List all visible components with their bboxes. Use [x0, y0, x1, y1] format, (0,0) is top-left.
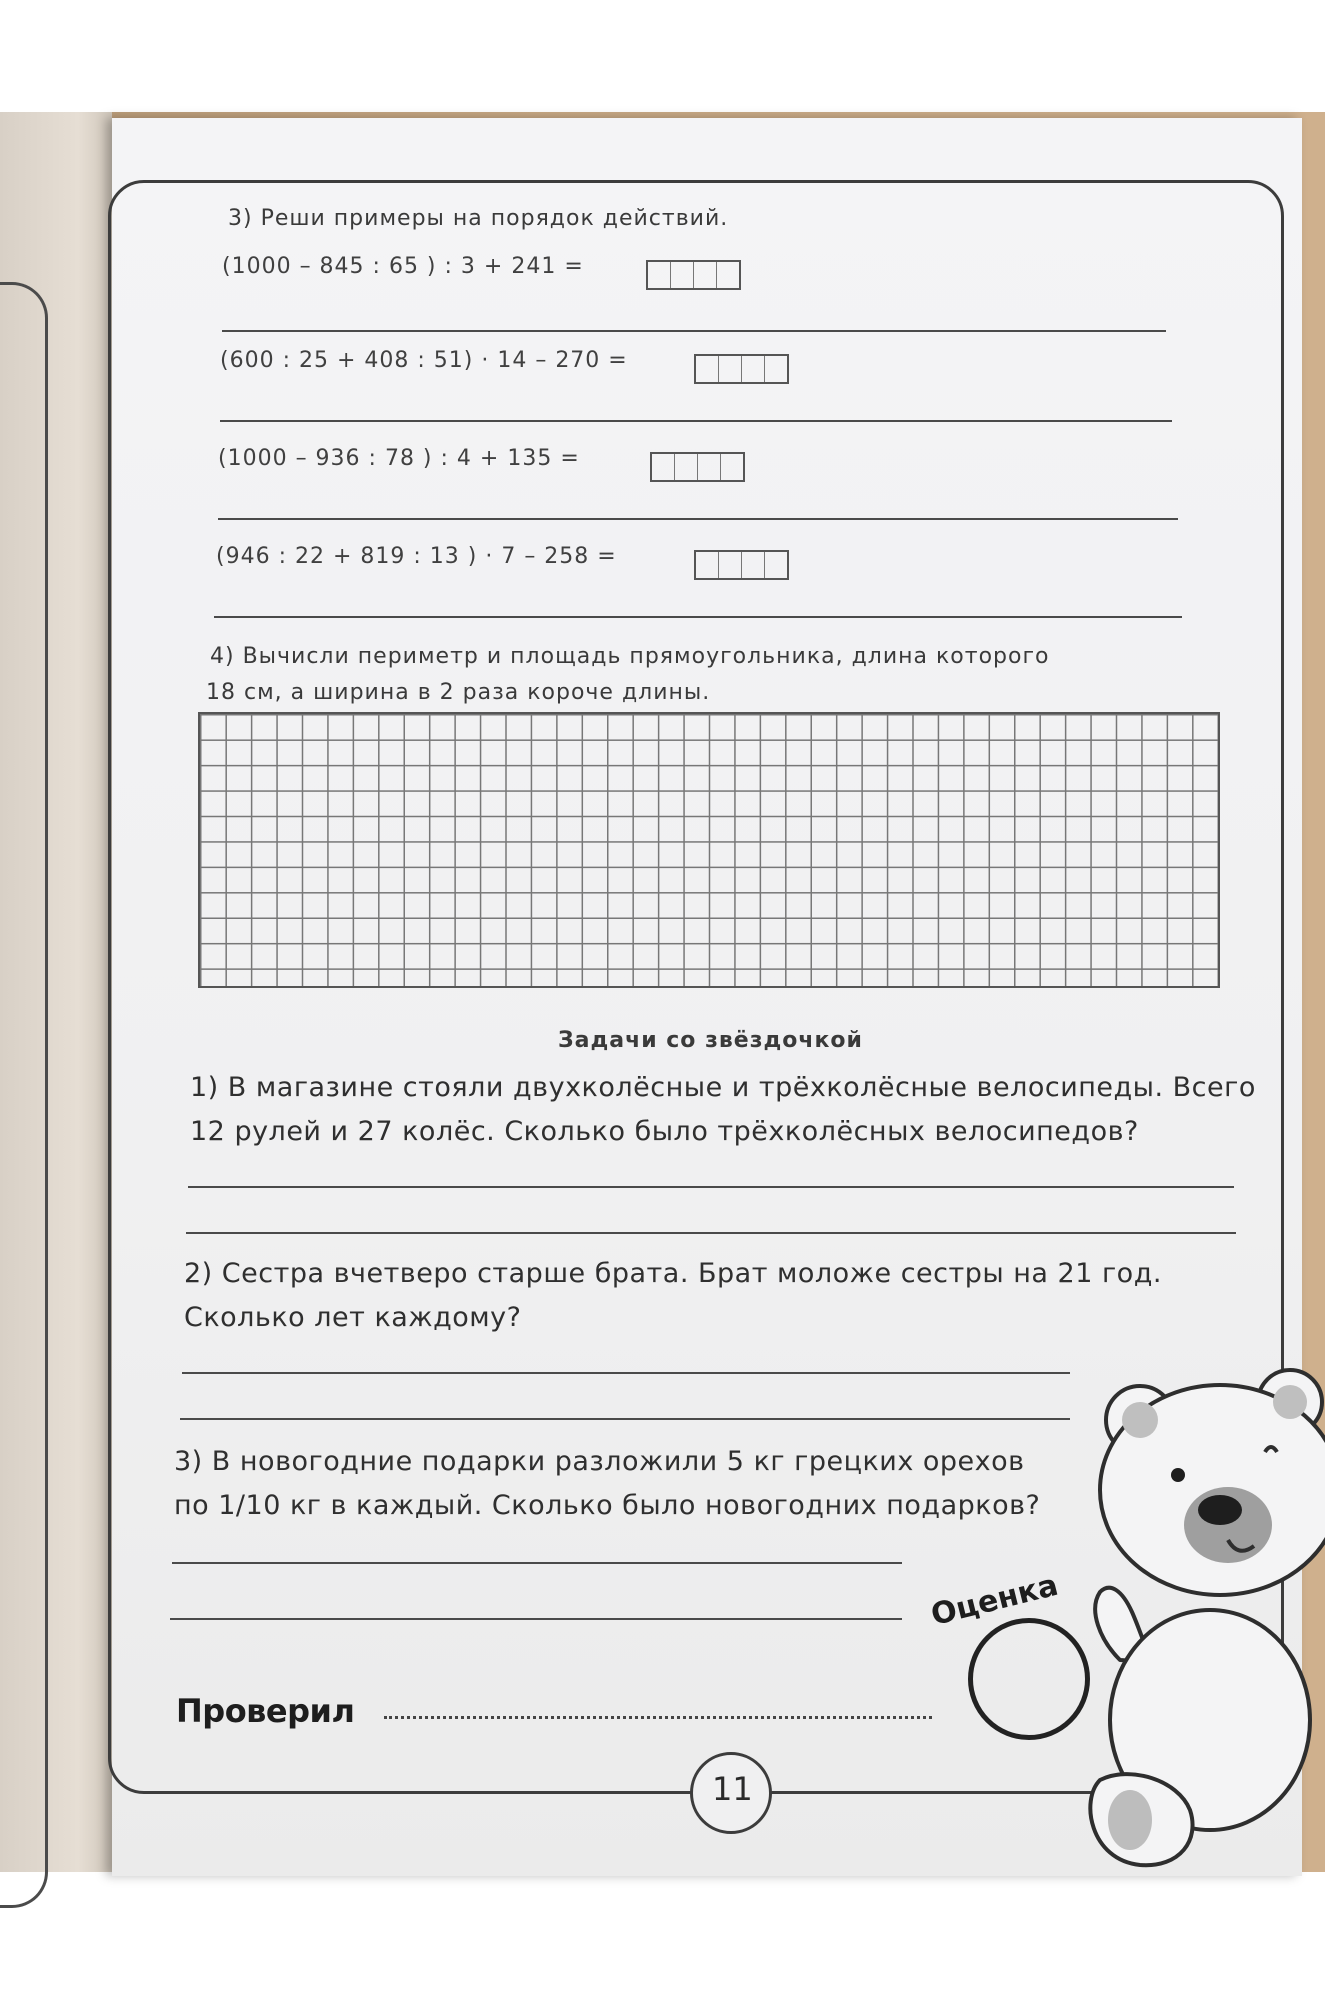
answer-line[interactable] [222, 330, 1166, 332]
signature-line[interactable] [384, 1716, 932, 1719]
answer-line[interactable] [170, 1618, 902, 1620]
answer-line[interactable] [182, 1372, 1070, 1374]
teddy-bear-icon [1060, 1360, 1325, 1880]
previous-page-edge [0, 112, 112, 1872]
answer-line[interactable] [188, 1186, 1234, 1188]
page-number: 11 [712, 1770, 753, 1808]
answer-line[interactable] [214, 616, 1182, 618]
answer-line[interactable] [220, 420, 1172, 422]
previous-page-frame [0, 282, 48, 1908]
task3-title: 3) Реши примеры на порядок действий. [228, 206, 729, 231]
squared-grid[interactable] [198, 712, 1220, 988]
problem2-line2: Сколько лет каждому? [184, 1302, 522, 1333]
answer-line[interactable] [180, 1418, 1070, 1420]
task4-line2: 18 см, а ширина в 2 раза короче длины. [206, 680, 711, 705]
answer-boxes-2[interactable] [694, 354, 789, 384]
task4-line1: 4) Вычисли периметр и площадь прямоугольника, длина которого [210, 644, 1050, 669]
checked-by-label: Проверил [176, 1692, 355, 1730]
example-4: (946 : 22 + 819 : 13 ) · 7 – 258 = [216, 544, 617, 569]
answer-boxes-3[interactable] [650, 452, 745, 482]
answer-boxes-1[interactable] [646, 260, 741, 290]
problem3-line1: 3) В новогодние подарки разложили 5 кг грецких орехов [174, 1446, 1025, 1477]
example-1: (1000 – 845 : 65 ) : 3 + 241 = [222, 254, 584, 279]
answer-line[interactable] [186, 1232, 1236, 1234]
star-tasks-heading: Задачи со звёздочкой [558, 1028, 863, 1053]
answer-line[interactable] [172, 1562, 902, 1564]
example-3: (1000 – 936 : 78 ) : 4 + 135 = [218, 446, 580, 471]
answer-line[interactable] [218, 518, 1178, 520]
grade-label: Оценка [927, 1567, 1062, 1633]
example-2: (600 : 25 + 408 : 51) · 14 – 270 = [220, 348, 628, 373]
problem1-line2: 12 рулей и 27 колёс. Сколько было трёхколёсных велосипедов? [190, 1116, 1139, 1147]
problem2-line1: 2) Сестра вчетверо старше брата. Брат моложе сестры на 21 год. [184, 1258, 1162, 1289]
problem1-line1: 1) В магазине стояли двухколёсные и трёхколёсные велосипеды. Всего [190, 1072, 1256, 1103]
answer-boxes-4[interactable] [694, 550, 789, 580]
problem3-line2: по 1/10 кг в каждый. Сколько было новогодних подарков? [174, 1490, 1041, 1521]
